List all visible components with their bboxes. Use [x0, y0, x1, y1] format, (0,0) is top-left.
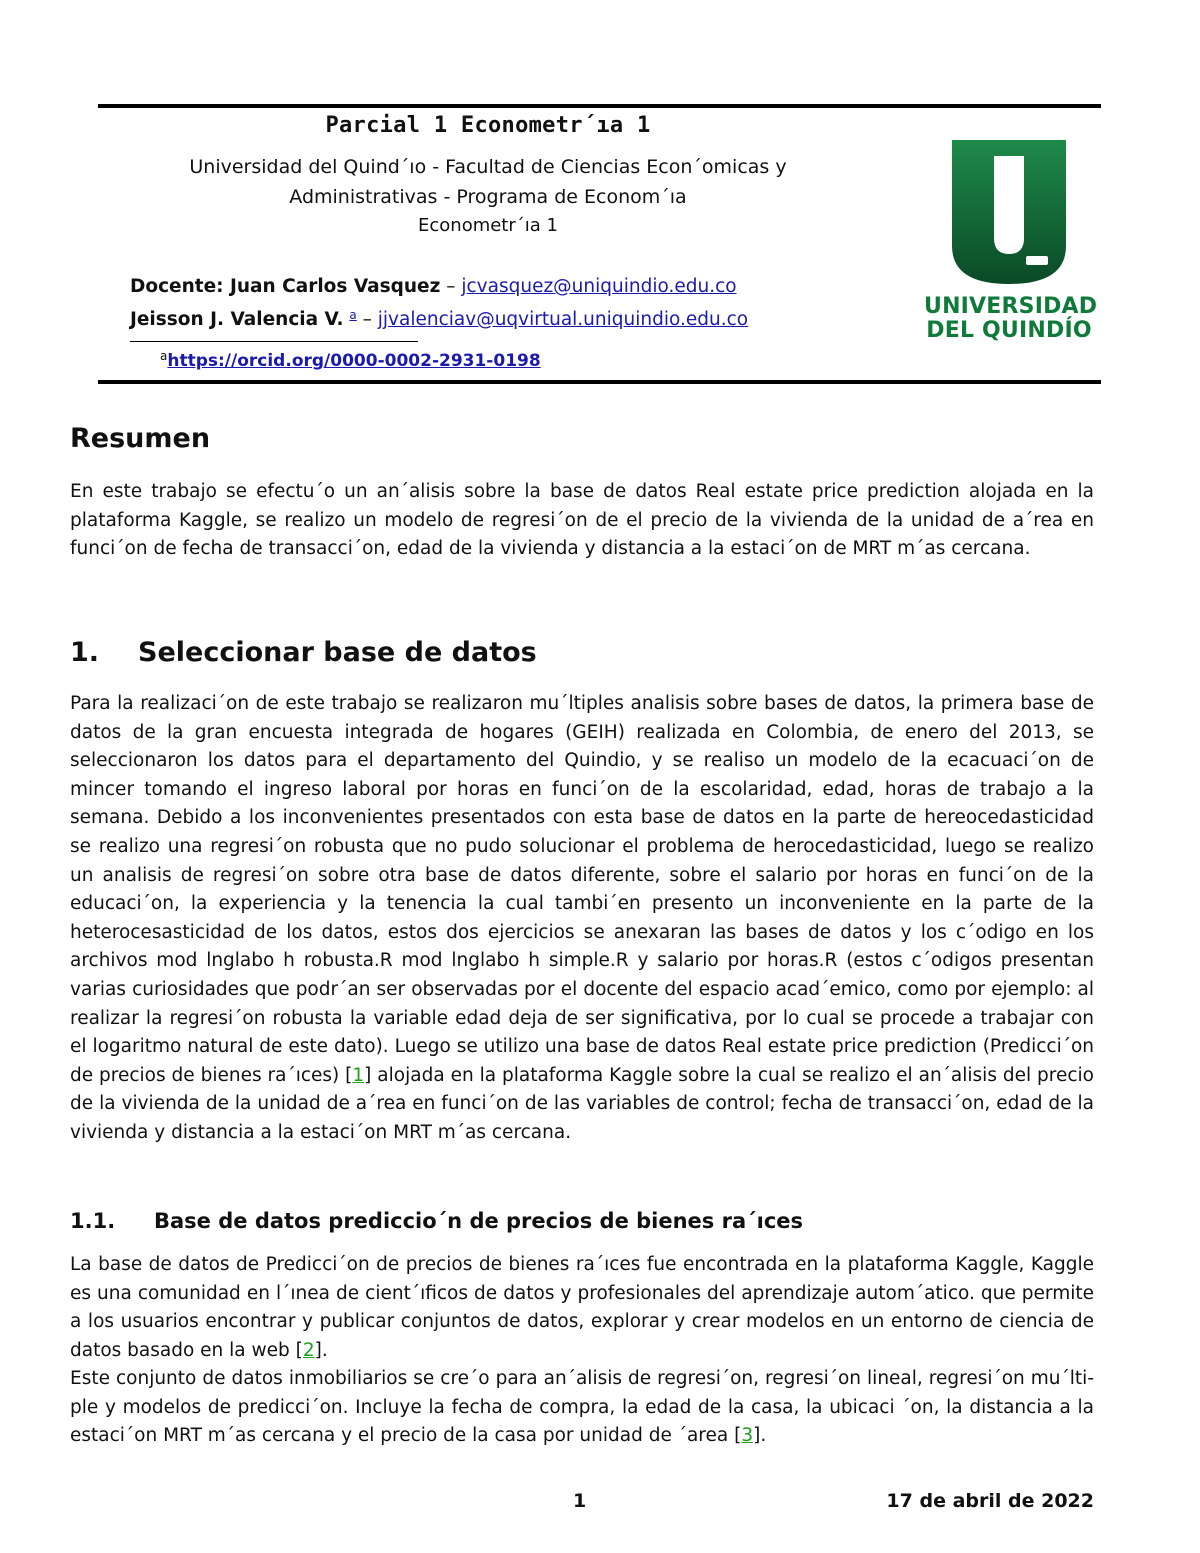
section-1-1-heading [70, 1206, 803, 1236]
author-2-email-link[interactable]: jjvalenciav@uqvirtual.uniquindio.edu.co [377, 309, 749, 330]
header-bottom-rule [98, 380, 1101, 384]
citation-1-link[interactable]: 1 [352, 1064, 365, 1086]
header-top-rule [98, 104, 1101, 108]
footnote-rule [130, 341, 418, 342]
author-line-2 [130, 302, 748, 333]
section-1-heading [70, 636, 537, 670]
section-1-paragraph [70, 690, 1094, 1148]
document-date: 17 de abril de 2022 [886, 1490, 1094, 1512]
author-2-separator: – [356, 309, 378, 330]
orcid-link[interactable]: https://orcid.org/0000-0002-2931-0198 [167, 351, 541, 371]
citation-2-link[interactable]: 2 [302, 1339, 315, 1361]
affiliation [98, 152, 878, 212]
section-1-1-title: Base de datos prediccio´n de precios de bienes ra´ıces [154, 1209, 804, 1233]
section-1-text-part-1: Para la realizaci´on de este trabajo se realizaron mu´ltiples analisis sobre bases de datos, la primera base de datos de la gran encuesta integrada de hogares (GEIH) realizada en Colombia, de enero del 2013, se seleccionaron los datos para el departamento del Quindio, y se realiso un modelo de la ecacuaci´on de mincer tomando el ingreso laboral por horas en funci´on de la escolaridad, edad, horas de trabajo a la semana. Debido a los inconvenientes presentados con esta base de datos en la parte de hereocedasticidad se realizo una regresi´on robusta que no pudo solucionar el problema de herocedasticidad, luego se realizo un analisis de regresi´on sobre otra base de datos diferente, sobre el salario por horas en funci´on de la educaci´on, la experiencia y la tenencia la cual tambi´en presento un inconveniente en la parte de la heterocesasticidad de los datos, estos dos ejercicios se anexaran las bases de datos y los c´odigo en los archivos mod lnglabo h robusta.R mod lnglabo h simple.R y salario por horas.R (estos c´odigos presentan varias curiosidades que podr´an ser observadas por el docente del espacio acad´emico, como por ejemplo: al realizar la regresi´on robusta la variable edad deja de ser significativa, por lo cual se procede a trabajar con el logaritmo natural de este dato). Luego se utilizo una base de datos Real estate price prediction (Predicci´on de precios de bienes ra´ıces) [ [70, 693, 1094, 1086]
section-1-1-p2-text-2: ]. [753, 1425, 767, 1447]
footnote-marker: a [160, 349, 168, 363]
section-1-1-p1-text-2: ]. [314, 1339, 328, 1361]
author-1-separator: – [440, 276, 462, 297]
abstract-text: En este trabajo se efectu´o un an´alisis sobre la base de datos Real estate price prediction alojada en la plataforma Kaggle, se realizo un modelo de regresi´on de el precio de la vivienda de la unidad de a´rea en funci´on de fecha de transacci´on, edad de la vivienda y distancia a la estaci´on de MRT m´as cercana. [70, 481, 1094, 560]
logo-text-line-2: DEL QUINDÍO [926, 318, 1092, 343]
section-1-1-paragraph-2 [70, 1365, 1094, 1451]
affiliation-line-1: Universidad del Quind´ıo - Facultad de Ciencias Econ´omicas y [189, 156, 787, 178]
section-1-1-p1-text-1: La base de datos de Predicci´on de precios de bienes ra´ıces fue encontrada en la plataforma Kaggle, Kaggle es una comunidad en l´ınea de cient´ıficos de datos y profesionales del aprendizaje autom´atico. que permite a los usuarios encontrar y publicar conjuntos de datos, explorar y crear modelos en un entorno de ciencia de datos basado en la web [ [70, 1254, 1094, 1361]
section-1-1-p2-text-1: Este conjunto de datos inmobiliarios se cre´o para an´alisis de regresi´on, regresi´on lineal, regresi´on mu´lti- ple y modelos de predicci´on. Incluye la fecha de compra, la edad de la casa, la ubicaci ´on, la distancia a la estaci´on MRT m´as cercana y el precio de la casa por unidad de ´area [ [70, 1368, 1094, 1447]
section-1-1-number: 1.1. [70, 1209, 116, 1233]
author-1-email-link[interactable]: jcvasquez@uniquindio.edu.co [461, 276, 737, 297]
course-name: Econometr´ıa 1 [418, 215, 558, 236]
page-number: 1 [573, 1490, 587, 1512]
section-1-number: 1. [70, 637, 100, 668]
section-1-1-paragraph-1 [70, 1251, 1094, 1365]
abstract-heading: Resumen [70, 423, 211, 454]
orcid-footnote [160, 344, 541, 373]
paper-title: Parcial 1 Econometr´ıa 1 [325, 113, 651, 138]
author-2-name: Jeisson J. Valencia V. [130, 309, 344, 330]
affiliation-line-2: Administrativas - Programa de Econom´ıa [289, 186, 687, 208]
author-1-name: Docente: Juan Carlos Vasquez [130, 276, 441, 297]
section-1-text-part-2: ] alojada en la plataforma Kaggle sobre la cual se realizo el an´alisis del precio de la vivienda de la unidad de a´rea en funci´on de las variables de control; fecha de transacci´on, edad de la vivienda y distancia a la estaci´on MRT m´as cercana. [70, 1064, 1094, 1143]
section-1-title: Seleccionar base de datos [138, 637, 537, 668]
author-2-footnote-marker[interactable]: a [349, 308, 357, 322]
author-line-1 [130, 274, 737, 300]
logo-text-line-1: UNIVERSIDAD [924, 294, 1098, 319]
citation-3-link[interactable]: 3 [741, 1425, 754, 1447]
